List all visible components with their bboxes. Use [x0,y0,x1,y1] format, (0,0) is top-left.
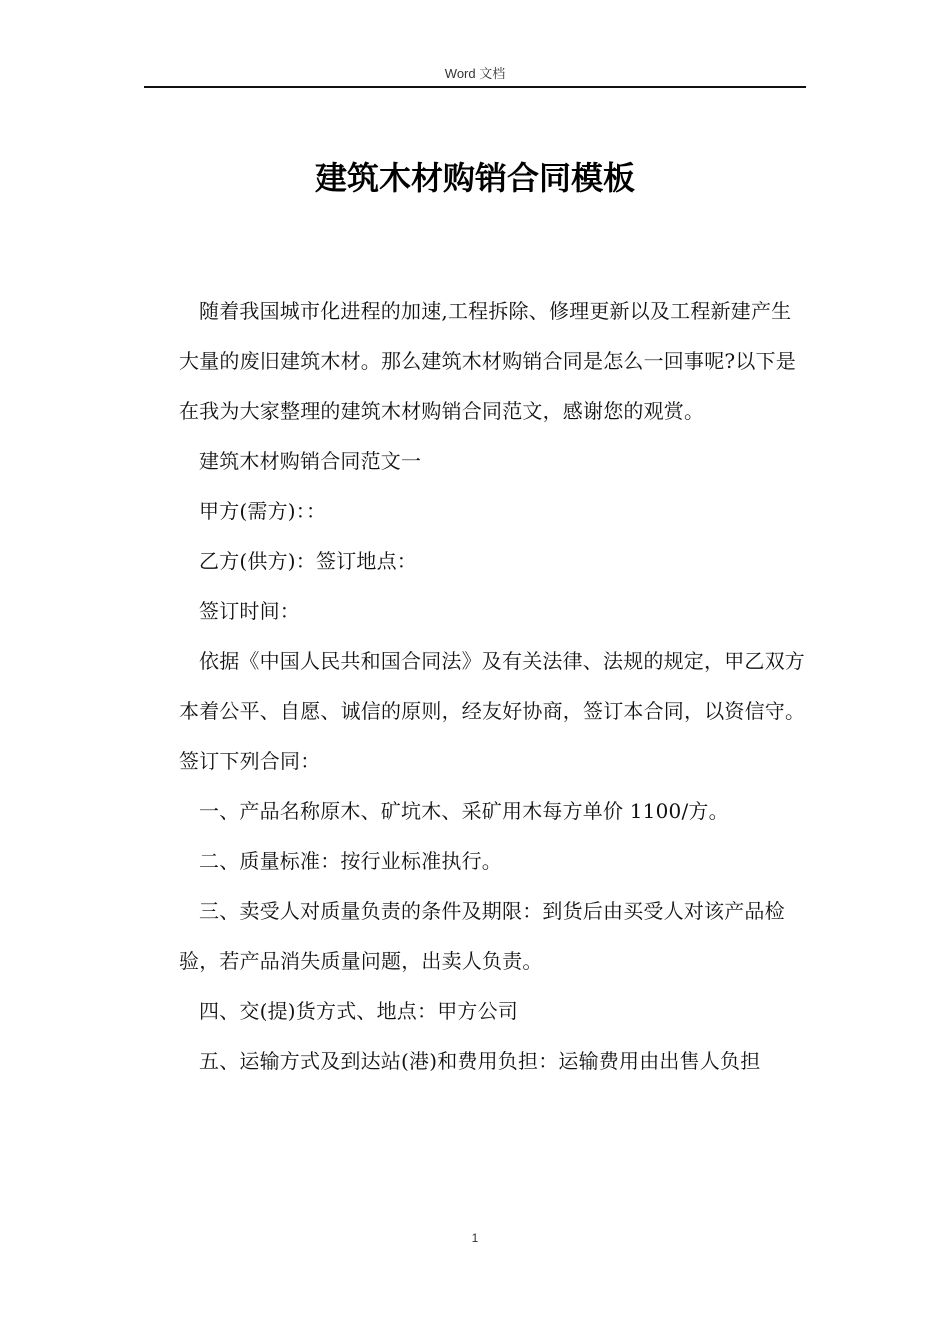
party-b-line: 乙方(供方)：签订地点： [199,549,418,573]
party-a-line: 甲方(需方)：： [199,499,327,523]
clause-1: 一、产品名称原木、矿坑木、采矿用木每方单价 1100/方。 [199,799,729,823]
document-body [179,286,807,1086]
section-heading: 建筑木材购销合同范文一 [199,449,422,473]
clause-4: 四、交(提)货方式、地点：甲方公司 [199,999,519,1023]
legal-basis-paragraph: 依据《中国人民共和国合同法》及有关法律、法规的规定，甲乙双方本着公平、自愿、诚信的原则，经友好协商，签订本合同，以资信守。签订下列合同： [179,649,806,773]
page-header: Word 文档 [444,66,506,81]
document-title: 建筑木材购销合同模板 [314,159,635,197]
clause-5: 五、运输方式及到达站(港)和费用负担：运输费用由出售人负担 [199,1049,761,1073]
intro-paragraph: 随着我国城市化进程的加速,工程拆除、修理更新以及工程新建产生大量的废旧建筑木材。那么建筑木材购销合同是怎么一回事呢?以下是在我为大家整理的建筑木材购销合同范文，感谢您的观赏。 [179,299,796,423]
page-number: 1 [471,1231,479,1245]
clause-3: 三、卖受人对质量负责的条件及期限：到货后由买受人对该产品检验，若产品消失质量问题，出卖人负责。 [179,899,785,973]
signing-time-line: 签订时间： [199,599,300,623]
clause-2: 二、质量标准：按行业标准执行。 [199,849,502,873]
header-rule [144,86,806,88]
